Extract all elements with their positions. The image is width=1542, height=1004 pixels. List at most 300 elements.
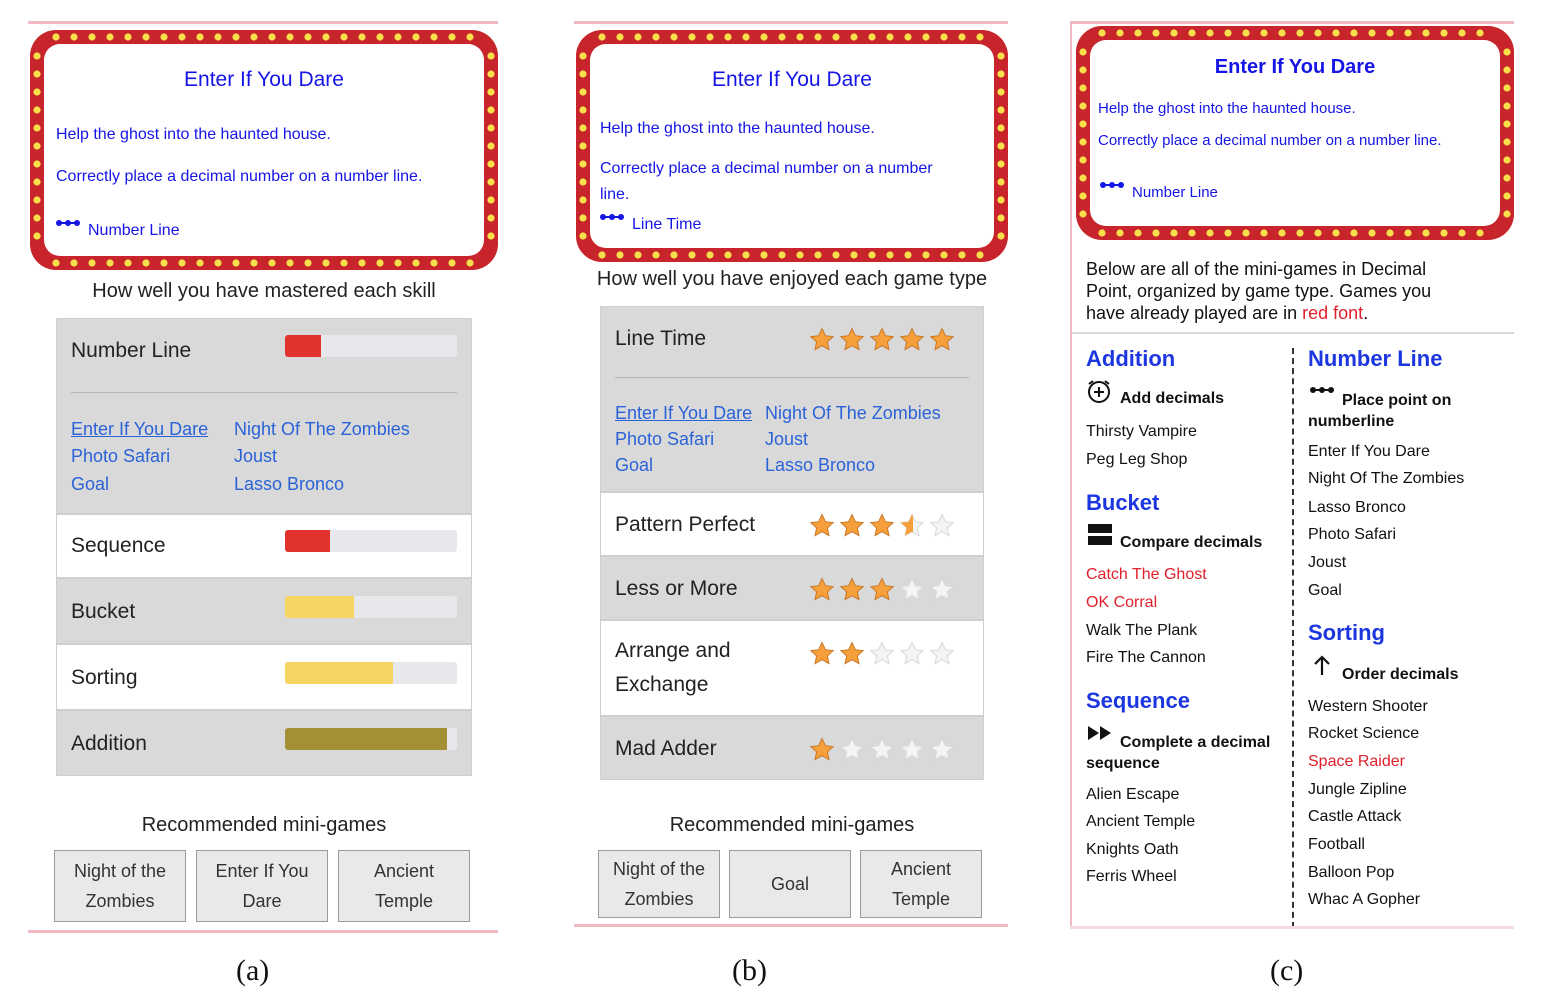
marquee-bulb [706, 33, 713, 40]
marquee-bulb [997, 106, 1004, 113]
marquee-bulb [1079, 156, 1086, 163]
marquee-bulb [1152, 229, 1159, 236]
marquee-bulb [868, 251, 875, 258]
game-item[interactable]: Peg Leg Shop [1086, 451, 1188, 468]
game-item[interactable]: Castle Attack [1308, 808, 1402, 825]
game-link[interactable]: Night Of The Zombies [765, 403, 941, 423]
game-objective: Correctly place a decimal number on a number [600, 160, 933, 177]
marquee-bulb [487, 178, 494, 185]
marquee-bulb [1296, 29, 1303, 36]
alarm-plus-icon [1086, 378, 1112, 404]
game-item[interactable]: Rocket Science [1308, 725, 1420, 742]
intro-text-part: . [1363, 303, 1369, 323]
button-label-line2: Zombies [85, 891, 155, 911]
marquee-bulb [124, 33, 131, 40]
category-skill: Add decimals [1120, 390, 1225, 407]
marquee-bulb [616, 251, 623, 258]
skill-name: Bucket [71, 600, 136, 623]
intro-text [1086, 258, 1431, 324]
game-type-name: Arrange and [615, 639, 731, 662]
intro-divider [1072, 332, 1514, 334]
game-description: Help the ghost into the haunted house. [56, 126, 331, 143]
bottom-border [1070, 926, 1514, 929]
star-empty-icon [929, 737, 955, 763]
marquee-bulb [997, 52, 1004, 59]
game-item[interactable]: Alien Escape [1086, 786, 1180, 803]
marquee-bulb [1260, 229, 1267, 236]
star-empty-icon [929, 641, 955, 667]
game-type [56, 222, 180, 240]
marquee-bulb [958, 33, 965, 40]
button-label-line2: Zombies [624, 889, 694, 909]
skill-progress-fill [285, 596, 354, 618]
number-line-icon [1310, 386, 1334, 394]
marquee-bulb [598, 251, 605, 258]
game-type-row-pattern-perfect[interactable] [600, 492, 984, 556]
marquee-bulb [1404, 29, 1411, 36]
marquee-bulb [760, 251, 767, 258]
category-skill: Order decimals [1342, 666, 1459, 683]
marquee-bulb [997, 178, 1004, 185]
button-label-line2: Dare [242, 891, 282, 911]
game-type-row-less-or-more[interactable] [600, 556, 984, 620]
marquee-bulb [634, 33, 641, 40]
skill-progress-fill [285, 728, 447, 750]
marquee-bulb [268, 259, 275, 266]
marquee-bulb [487, 52, 494, 59]
game-card [30, 30, 498, 270]
marquee-bulb [340, 259, 347, 266]
game-type-row-mad-adder[interactable] [600, 716, 984, 780]
marquee-bulb [832, 251, 839, 258]
game-title: Enter If You Dare [184, 68, 344, 91]
marquee-bulb [487, 142, 494, 149]
star-empty-icon [929, 577, 955, 603]
skill-row-sequence[interactable] [56, 514, 472, 578]
marquee-bulb [106, 259, 113, 266]
star-rating [809, 513, 955, 539]
marquee-bulb [1503, 84, 1510, 91]
marquee-bulb [487, 124, 494, 131]
category-sequence: Sequence [1086, 688, 1190, 713]
intro-text-part: have already played are in [1086, 303, 1303, 323]
button-label-line1: Night of the [612, 859, 706, 879]
marquee-bulb [778, 33, 785, 40]
marquee-bulb [1296, 229, 1303, 236]
marquee-bulb [1314, 229, 1321, 236]
marquee-bulb [250, 259, 257, 266]
skill-progress-bar [285, 728, 457, 750]
star-rating [809, 327, 955, 353]
marquee-bulb [868, 33, 875, 40]
game-item-played[interactable]: Catch The Ghost [1086, 566, 1207, 583]
marquee-bulb [448, 259, 455, 266]
game-type-name: Mad Adder [615, 737, 717, 760]
category-skill-cont: numberline [1308, 413, 1395, 430]
marquee-bulb [487, 160, 494, 167]
game-type-name-cont: Exchange [615, 673, 709, 696]
marquee-bulb [1386, 229, 1393, 236]
skill-progress-bar [285, 596, 457, 618]
marquee-bulb [1206, 29, 1213, 36]
marquee-bulb [358, 33, 365, 40]
star-filled-icon [869, 513, 895, 539]
star-half-icon [899, 513, 925, 539]
marquee-bulb [1242, 29, 1249, 36]
game-link[interactable]: Enter If You Dare [615, 403, 753, 423]
enjoyment-heading: How well you have enjoyed each game type [596, 268, 988, 290]
marquee-bulb [33, 178, 40, 185]
marquee-bulb [304, 33, 311, 40]
skill-row-sorting[interactable] [56, 644, 472, 710]
star-filled-icon [869, 577, 895, 603]
marquee-bulb [1079, 120, 1086, 127]
marquee-bulb [742, 33, 749, 40]
marquee-bulb [33, 196, 40, 203]
star-empty-icon [899, 737, 925, 763]
game-card-body[interactable] [590, 44, 994, 248]
game-link[interactable]: Lasso Bronco [234, 474, 345, 494]
intro-line: Point, organized by game type. Games you [1086, 281, 1432, 301]
panel-c [1070, 18, 1516, 938]
marquee-bulb [579, 232, 586, 239]
game-title: Enter If You Dare [712, 68, 872, 91]
red-font-example: red font [1302, 303, 1364, 323]
marquee-bulb [1503, 138, 1510, 145]
marquee-bulb [232, 259, 239, 266]
marquee-bulb [976, 33, 983, 40]
marquee-bulb [1134, 229, 1141, 236]
recommended-game-button[interactable] [598, 850, 720, 918]
category-number-line: Number Line [1308, 346, 1443, 371]
game-item[interactable]: Ancient Temple [1086, 813, 1196, 830]
skill-progress-bar [285, 530, 457, 552]
intro-line: Below are all of the mini-games in Decimal [1086, 259, 1427, 279]
marquee-bulb [1098, 229, 1105, 236]
marquee-bulb [33, 88, 40, 95]
marquee-bulb [814, 33, 821, 40]
marquee-bulb [670, 33, 677, 40]
game-type-name: Pattern Perfect [615, 513, 756, 536]
game-item[interactable]: Goal [1308, 582, 1342, 599]
marquee-bulb [376, 33, 383, 40]
category-skill: Compare decimals [1120, 534, 1263, 551]
marquee-bulb [1224, 229, 1231, 236]
marquee-bulb [652, 251, 659, 258]
game-item[interactable]: Jungle Zipline [1308, 781, 1407, 798]
marquee-bulb [487, 232, 494, 239]
game-item[interactable]: Knights Oath [1086, 841, 1179, 858]
marquee-bulb [1332, 229, 1339, 236]
marquee-bulb [940, 251, 947, 258]
marquee-bulb [1170, 29, 1177, 36]
marquee-bulb [598, 33, 605, 40]
marquee-bulb [33, 70, 40, 77]
star-rating [809, 641, 955, 667]
category-bucket: Bucket [1086, 490, 1160, 515]
game-type-row-arrange-exchange[interactable] [600, 620, 984, 716]
game-link[interactable]: Night Of The Zombies [234, 419, 410, 439]
marquee-bulb [579, 52, 586, 59]
marquee-bulb [886, 33, 893, 40]
star-filled-icon [809, 577, 835, 603]
marquee-bulb [997, 214, 1004, 221]
marquee-bulb [976, 251, 983, 258]
marquee-bulb [579, 196, 586, 203]
marquee-bulb [1368, 29, 1375, 36]
marquee-bulb [142, 259, 149, 266]
marquee-bulb [1098, 29, 1105, 36]
marquee-bulb [52, 33, 59, 40]
game-link[interactable]: Photo Safari [71, 446, 171, 466]
marquee-bulb [1152, 29, 1159, 36]
marquee-bulb [1503, 102, 1510, 109]
marquee-bulb [268, 33, 275, 40]
star-filled-icon [839, 641, 865, 667]
marquee-bulb [196, 33, 203, 40]
marquee-bulb [1116, 29, 1123, 36]
game-item[interactable]: Western Shooter [1308, 698, 1428, 715]
marquee-bulb [322, 33, 329, 40]
marquee-bulb [1079, 210, 1086, 217]
marquee-bulb [124, 259, 131, 266]
star-rating [809, 577, 955, 603]
game-link[interactable]: Joust [765, 429, 809, 449]
marquee-bulb [997, 124, 1004, 131]
marquee-bulb [412, 259, 419, 266]
marquee-bulb [88, 33, 95, 40]
recommended-game-button[interactable] [54, 850, 186, 922]
marquee-bulb [886, 251, 893, 258]
panel-b [574, 18, 1010, 938]
game-item-played[interactable]: Space Raider [1308, 753, 1405, 770]
game-link[interactable]: Goal [615, 455, 654, 475]
marquee-bulb [487, 70, 494, 77]
skill-name: Sorting [71, 666, 138, 689]
marquee-bulb [850, 33, 857, 40]
marquee-bulb [579, 142, 586, 149]
marquee-bulb [1224, 29, 1231, 36]
marquee-bulb [1079, 192, 1086, 199]
star-empty-icon [869, 737, 895, 763]
intro-line [1086, 302, 1431, 324]
marquee-bulb [466, 259, 473, 266]
star-filled-icon [809, 737, 835, 763]
game-link[interactable]: Goal [71, 474, 110, 494]
game-description: Help the ghost into the haunted house. [1098, 100, 1356, 117]
marquee-bulb [1503, 48, 1510, 55]
marquee-bulb [579, 70, 586, 77]
marquee-bulb [1422, 29, 1429, 36]
game-item[interactable]: Joust [1308, 554, 1347, 571]
marquee-bulb [33, 232, 40, 239]
marquee-bulb [430, 259, 437, 266]
marquee-bulb [70, 33, 77, 40]
recommended-game-button[interactable] [196, 850, 328, 922]
recommended-game-button[interactable] [860, 850, 982, 918]
game-item[interactable]: Photo Safari [1308, 526, 1397, 543]
marquee-bulb [487, 88, 494, 95]
marquee-bulb [579, 88, 586, 95]
marquee-bulb [106, 33, 113, 40]
star-filled-icon [809, 513, 835, 539]
game-card-body[interactable] [44, 44, 484, 256]
star-filled-icon [809, 641, 835, 667]
game-card [1076, 26, 1514, 240]
category-skill-cont: sequence [1086, 755, 1160, 772]
marquee-bulb [1422, 229, 1429, 236]
marquee-bulb [1503, 156, 1510, 163]
marquee-bulb [1278, 29, 1285, 36]
game-item[interactable]: Lasso Bronco [1308, 499, 1406, 516]
skill-name: Addition [71, 732, 147, 755]
button-label-line2: Temple [891, 889, 950, 909]
number-line-icon [600, 213, 624, 221]
marquee-bulb [358, 259, 365, 266]
marquee-bulb [1368, 229, 1375, 236]
marquee-bulb [724, 33, 731, 40]
marquee-bulb [394, 33, 401, 40]
marquee-bulb [706, 251, 713, 258]
marquee-bulb [814, 251, 821, 258]
star-empty-icon [869, 641, 895, 667]
marquee-bulb [430, 33, 437, 40]
recommended-game-button[interactable] [729, 850, 851, 918]
marquee-bulb [579, 214, 586, 221]
marquee-bulb [1188, 229, 1195, 236]
game-link[interactable]: Joust [234, 446, 278, 466]
game-item[interactable]: Fire The Cannon [1086, 649, 1206, 666]
marquee-bulb [940, 33, 947, 40]
game-type-label: Number Line [1132, 184, 1218, 201]
marquee-bulb [1503, 174, 1510, 181]
bottom-border [28, 930, 498, 933]
marquee-bulb [958, 251, 965, 258]
marquee-bulb [214, 33, 221, 40]
marquee-bulb [997, 232, 1004, 239]
marquee-bulb [579, 160, 586, 167]
game-type-label: Number Line [88, 222, 180, 239]
game-link[interactable]: Enter If You Dare [71, 419, 209, 439]
button-label-line2: Temple [374, 891, 433, 911]
game-item[interactable]: Ferris Wheel [1086, 868, 1177, 885]
marquee-bulb [160, 259, 167, 266]
marquee-bulb [616, 33, 623, 40]
marquee-bulb [1332, 29, 1339, 36]
button-label-line1: Ancient [373, 861, 435, 881]
marquee-bulb [579, 178, 586, 185]
marquee-bulb [376, 259, 383, 266]
marquee-bulb [1350, 29, 1357, 36]
game-item[interactable]: Walk The Plank [1086, 622, 1198, 639]
marquee-bulb [304, 259, 311, 266]
game-link[interactable]: Photo Safari [615, 429, 715, 449]
game-type-row-line-time[interactable] [600, 306, 984, 492]
marquee-bulb [652, 33, 659, 40]
skill-name: Sequence [71, 534, 166, 557]
marquee-bulb [33, 52, 40, 59]
game-objective: Correctly place a decimal number on a number line. [1098, 132, 1442, 149]
marquee-bulb [1079, 174, 1086, 181]
marquee-bulb [579, 106, 586, 113]
marquee-bulb [1206, 229, 1213, 236]
marquee-bulb [850, 251, 857, 258]
star-filled-icon [839, 577, 865, 603]
marquee-bulb [724, 251, 731, 258]
recommended-heading: Recommended mini-games [669, 814, 915, 836]
star-empty-icon [839, 737, 865, 763]
game-type-name: Less or More [615, 577, 738, 600]
fast-forward-icon [1088, 726, 1112, 740]
recommended-game-button[interactable] [338, 850, 470, 922]
skill-progress-bar [285, 335, 457, 357]
game-item-played[interactable]: OK Corral [1086, 594, 1158, 611]
button-label: Goal [770, 874, 810, 894]
marquee-bulb [33, 106, 40, 113]
bucket-icon [1088, 524, 1112, 546]
marquee-bulb [1079, 84, 1086, 91]
marquee-bulb [33, 160, 40, 167]
marquee-bulb [1476, 29, 1483, 36]
marquee-bulb [1440, 29, 1447, 36]
marquee-bulb [922, 33, 929, 40]
game-item[interactable]: Enter If You Dare [1308, 443, 1430, 460]
marquee-bulb [1458, 229, 1465, 236]
marquee-bulb [1503, 120, 1510, 127]
marquee-bulb [214, 259, 221, 266]
marquee-bulb [394, 259, 401, 266]
marquee-bulb [1476, 229, 1483, 236]
button-label-line1: Ancient [890, 859, 952, 879]
skill-row-addition[interactable] [56, 710, 472, 776]
marquee-bulb [322, 259, 329, 266]
marquee-bulb [196, 259, 203, 266]
caption-c: (c) [1270, 954, 1304, 987]
marquee-bulb [1134, 29, 1141, 36]
marquee-bulb [1503, 192, 1510, 199]
marquee-bulb [1440, 229, 1447, 236]
game-item[interactable]: Whac A Gopher [1308, 891, 1421, 908]
marquee-bulb [904, 33, 911, 40]
marquee-bulb [340, 33, 347, 40]
marquee-bulb [742, 251, 749, 258]
skill-row-number-line[interactable] [56, 318, 472, 514]
marquee-bulb [1503, 210, 1510, 217]
marquee-bulb [688, 251, 695, 258]
marquee-bulb [160, 33, 167, 40]
game-item[interactable]: Football [1308, 836, 1365, 853]
skill-row-bucket[interactable] [56, 578, 472, 644]
marquee-bulb [688, 33, 695, 40]
category-sorting: Sorting [1308, 620, 1385, 645]
number-line-icon [1100, 181, 1124, 189]
divider [615, 377, 969, 378]
bottom-border [574, 924, 1008, 927]
category-addition: Addition [1086, 346, 1176, 371]
marquee-bulb [1079, 66, 1086, 73]
star-empty-icon [899, 577, 925, 603]
game-item[interactable]: Night Of The Zombies [1308, 470, 1465, 487]
marquee-bulb [778, 251, 785, 258]
game-item[interactable]: Thirsty Vampire [1086, 423, 1197, 440]
marquee-bulb [1350, 229, 1357, 236]
game-link[interactable]: Lasso Bronco [765, 455, 876, 475]
marquee-bulb [286, 33, 293, 40]
game-item[interactable]: Balloon Pop [1308, 864, 1395, 881]
button-label-line1: Enter If You [215, 861, 309, 881]
top-border [574, 21, 1008, 24]
game-card-body[interactable] [1090, 40, 1500, 226]
